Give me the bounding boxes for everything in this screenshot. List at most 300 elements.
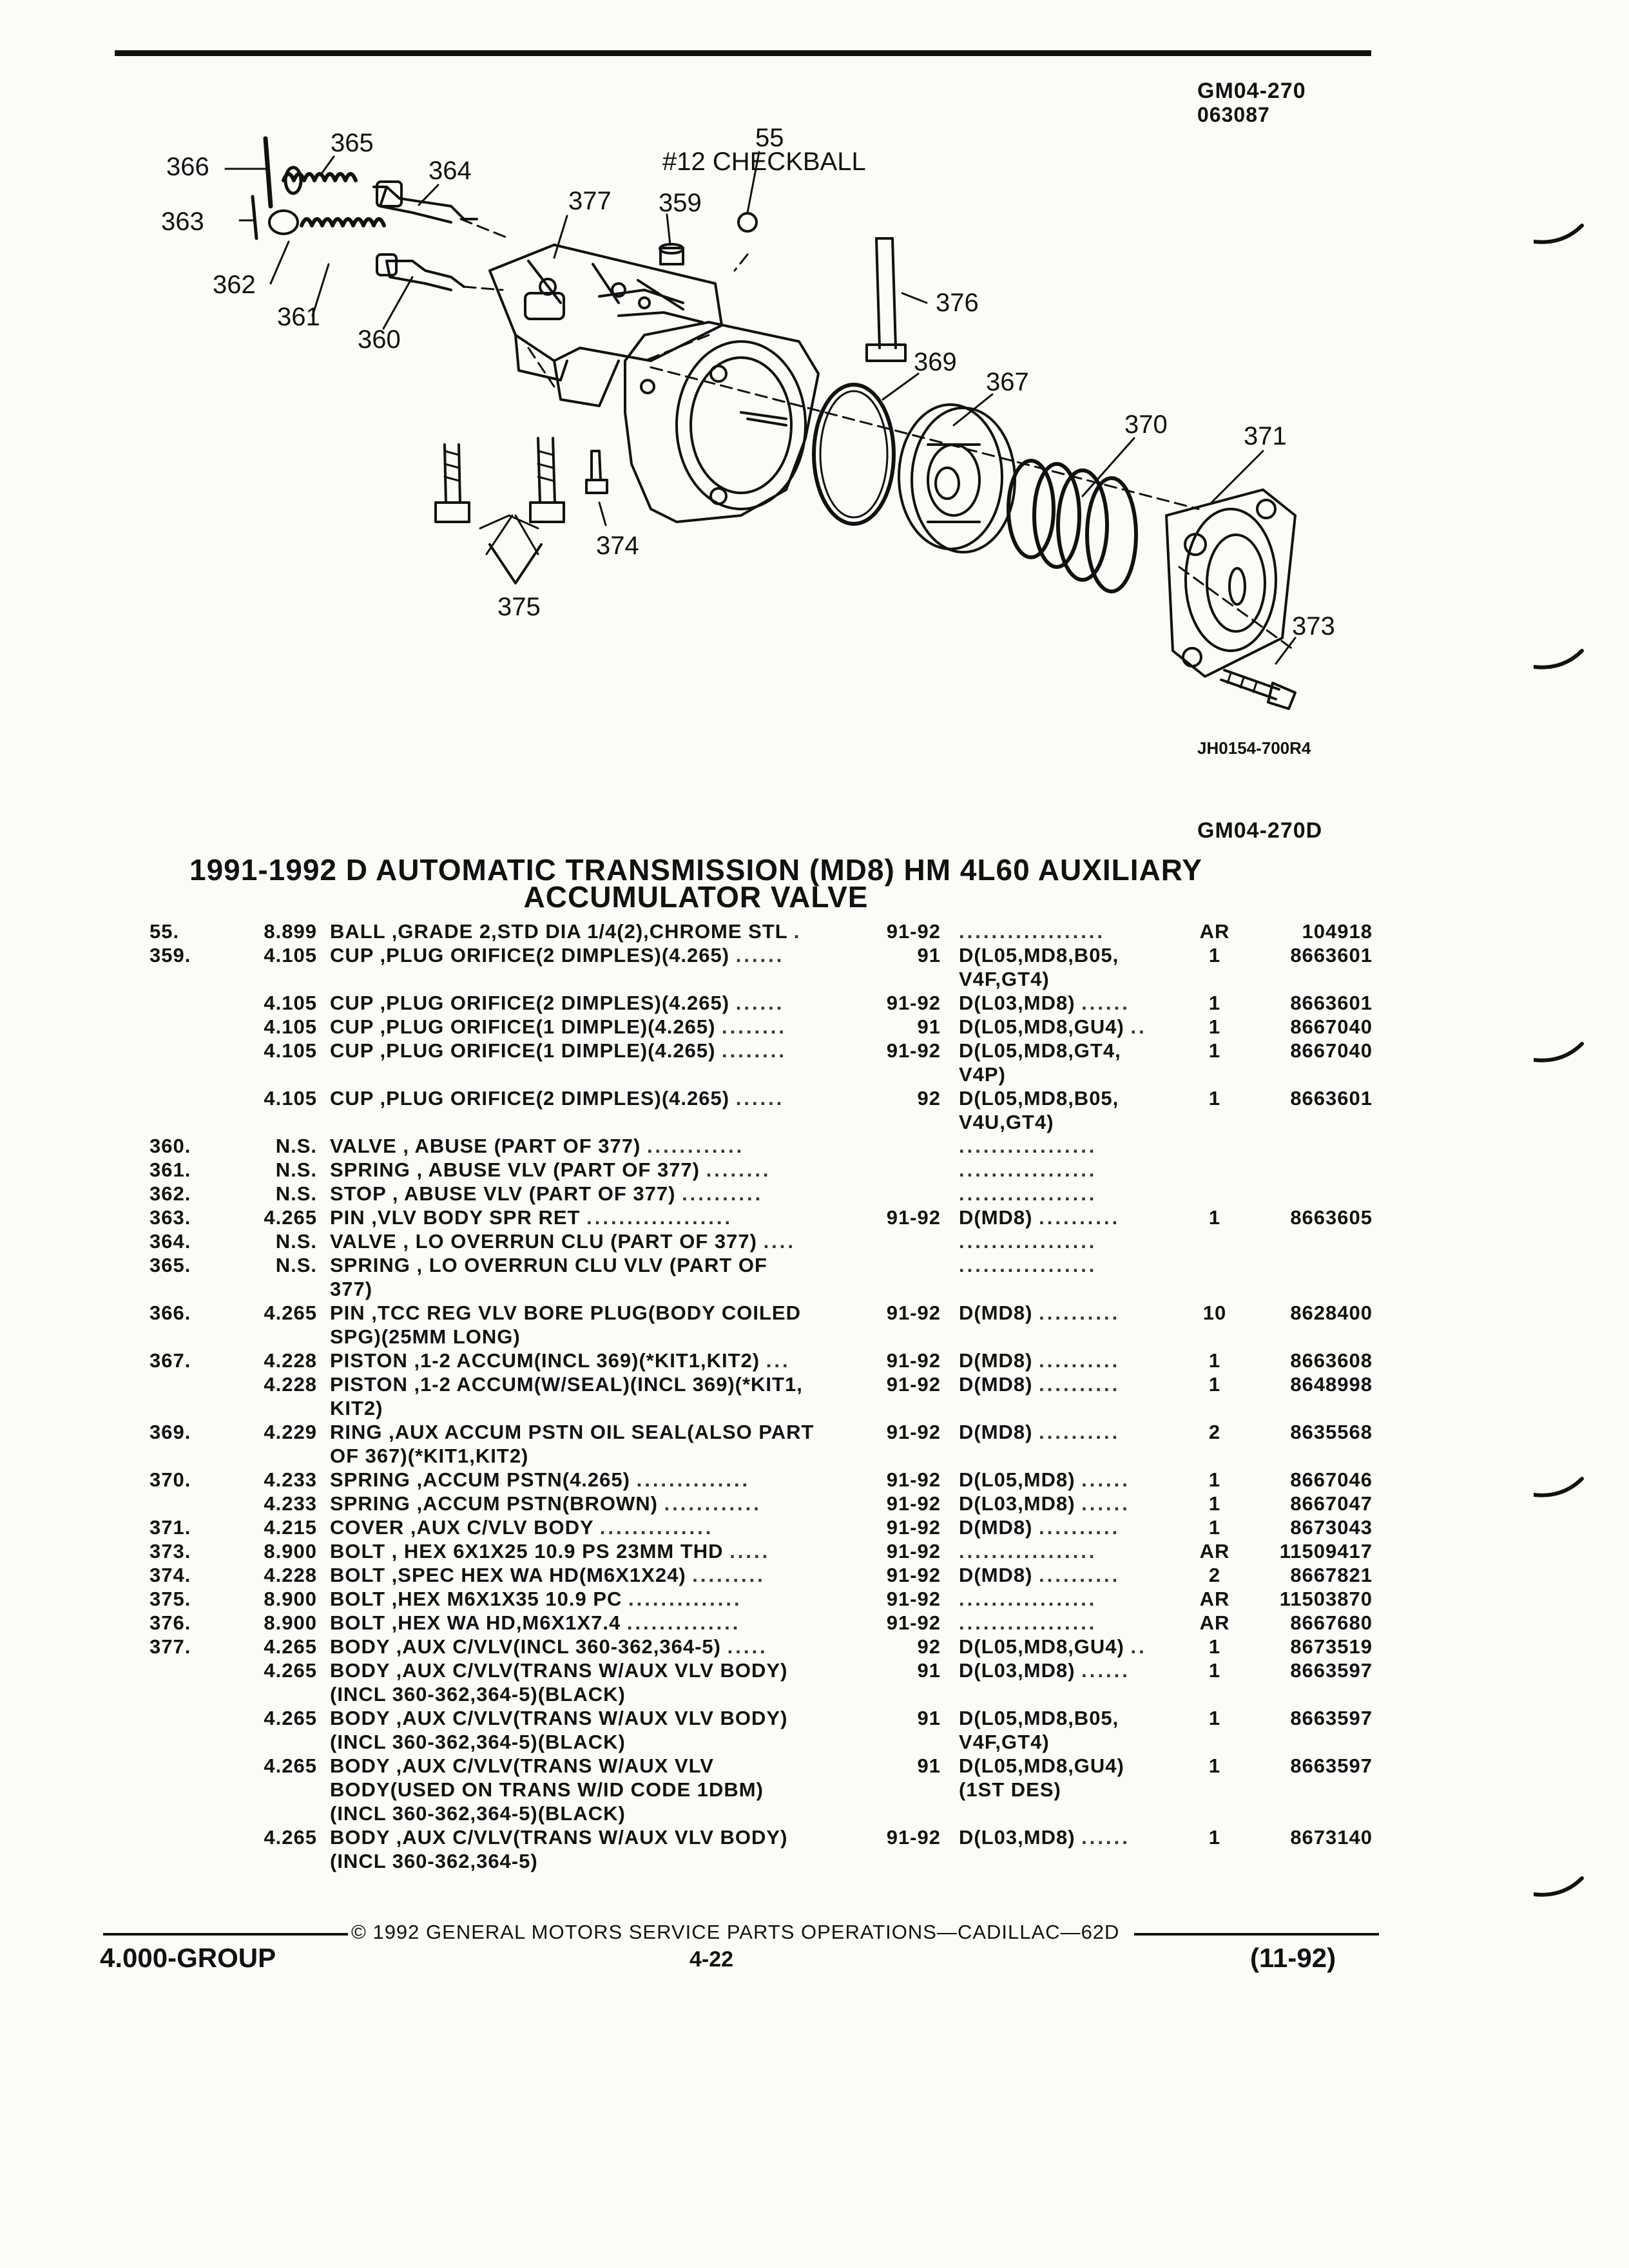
binder-marks (1534, 213, 1585, 1952)
part-description (330, 1516, 713, 1539)
usage-codes (959, 944, 1119, 967)
part-ref (149, 1540, 214, 1563)
table-row (0, 944, 1629, 968)
usage-codes (959, 1254, 1097, 1277)
usage-codes (959, 1492, 1130, 1515)
part-ref-text: 364. (149, 1230, 191, 1253)
table-row (0, 1349, 1629, 1373)
quantity-text: 1 (1208, 1349, 1221, 1372)
part-ref (149, 1158, 214, 1182)
usage-codes (959, 1135, 1097, 1158)
callout-366: 366 (166, 153, 209, 181)
group-number (238, 1421, 317, 1444)
callout-377: 377 (568, 187, 612, 215)
table-row (0, 1397, 1629, 1421)
usage-codes-text: D(MD8) (959, 1564, 1033, 1586)
part-ref (149, 1421, 214, 1444)
group-number (238, 1206, 317, 1229)
callout-375: 375 (497, 593, 541, 621)
usage-codes-text: D(MD8) (959, 1516, 1033, 1539)
part-ref-text: 369. (149, 1421, 191, 1443)
usage-codes-text: D(MD8) (959, 1421, 1033, 1443)
table-row (0, 1421, 1629, 1445)
group-number (238, 1611, 317, 1635)
part-description-text: (INCL 360-362,364-5)(BLACK) (330, 1731, 626, 1753)
group-number (238, 1039, 317, 1062)
part-description (330, 1039, 787, 1062)
group-number (238, 1588, 317, 1611)
usage-codes (959, 1778, 1061, 1802)
usage-leader-dots: .......... (1039, 1564, 1121, 1586)
part-ref-text: 360. (149, 1135, 191, 1157)
group-number-text: 4.105 (264, 1015, 317, 1038)
part-ref-text: 376. (149, 1611, 191, 1634)
group-number (238, 1468, 317, 1492)
callout-363: 363 (161, 207, 204, 236)
group-number (238, 1158, 317, 1182)
group-number-text: 4.265 (264, 1707, 317, 1729)
model-years (870, 1707, 941, 1730)
table-row (0, 1206, 1629, 1230)
part-number (1257, 1206, 1373, 1229)
part-ref-text: 373. (149, 1540, 191, 1562)
model-years-text: 91-92 (886, 1826, 941, 1849)
part-description (330, 1826, 787, 1849)
leader-dots: ......... (692, 1564, 766, 1586)
part-description-text: STOP , ABUSE VLV (PART OF 377) (330, 1182, 676, 1205)
quantity (1186, 1492, 1244, 1515)
part-number (1257, 1659, 1373, 1682)
group-number (238, 1015, 317, 1039)
part-description (330, 1588, 742, 1611)
part-number-text: 8663601 (1290, 944, 1373, 966)
usage-leader-dots: ................. (959, 1254, 1097, 1276)
group-number (238, 944, 317, 967)
usage-leader-dots: .. (1130, 1635, 1147, 1658)
part-number-text: 8667046 (1290, 1468, 1373, 1491)
leader-dots: ........ (722, 1039, 787, 1062)
callout-361: 361 (277, 303, 320, 331)
quantity (1186, 1516, 1244, 1539)
part-ref-text: 375. (149, 1588, 191, 1610)
part-number (1257, 1540, 1373, 1563)
group-number-text: 4.228 (264, 1349, 317, 1372)
group-number (238, 1826, 317, 1849)
usage-codes (959, 1731, 1050, 1754)
part-number-text: 8648998 (1290, 1373, 1373, 1396)
model-years-text: 91-92 (886, 1421, 941, 1443)
table-row (0, 1087, 1629, 1111)
model-years-text: 91-92 (886, 1564, 941, 1586)
group-number-text: 8.899 (264, 920, 317, 943)
model-years-text: 91 (917, 944, 941, 966)
quantity-text: 1 (1208, 1373, 1221, 1396)
part-description-text: RING ,AUX ACCUM PSTN OIL SEAL(ALSO PART (330, 1421, 815, 1443)
model-years-text: 91-92 (886, 1611, 941, 1634)
usage-codes (959, 1015, 1147, 1039)
table-row (0, 920, 1629, 944)
part-description (330, 1540, 770, 1563)
part-number (1257, 1516, 1373, 1539)
callout-360: 360 (358, 325, 401, 354)
quantity-text: AR (1199, 920, 1230, 943)
quantity (1186, 1421, 1244, 1444)
part-ref-text: 370. (149, 1468, 191, 1491)
part-number (1257, 1039, 1373, 1062)
group-number (238, 920, 317, 943)
model-years (870, 920, 941, 943)
usage-codes (959, 1826, 1130, 1849)
usage-codes (959, 1230, 1097, 1253)
model-years-text: 91 (917, 1659, 941, 1682)
group-number (238, 1492, 317, 1515)
model-years-text: 91-92 (886, 1588, 941, 1610)
quantity-text: 1 (1208, 1039, 1221, 1062)
callout-55: 55 (755, 124, 784, 152)
usage-leader-dots: ................. (959, 1135, 1097, 1157)
part-description (330, 920, 802, 943)
table-row (0, 1778, 1629, 1802)
usage-leader-dots: ................. (959, 1230, 1097, 1253)
part-description-text: SPG)(25MM LONG) (330, 1325, 521, 1348)
part-description-text: BOLT ,HEX WA HD,M6X1X7.4 (330, 1611, 621, 1634)
quantity (1186, 1659, 1244, 1682)
part-number-text: 8673043 (1290, 1516, 1373, 1539)
table-row (0, 1063, 1629, 1087)
part-description-text: CUP ,PLUG ORIFICE(2 DIMPLES)(4.265) (330, 992, 730, 1014)
part-number-text: 8663597 (1290, 1659, 1373, 1682)
table-row (0, 1826, 1629, 1850)
part-description (330, 1635, 768, 1658)
part-number (1257, 1611, 1373, 1635)
leader-dots: .................. (586, 1206, 733, 1229)
model-years (870, 1206, 941, 1229)
part-number-text: 8663597 (1290, 1707, 1373, 1729)
part-description (330, 1278, 372, 1301)
part-description-text: CUP ,PLUG ORIFICE(1 DIMPLE)(4.265) (330, 1039, 716, 1062)
model-years (870, 1349, 941, 1372)
part-ref-text: 361. (149, 1158, 191, 1181)
model-years (870, 1039, 941, 1062)
quantity-text: 1 (1208, 1826, 1221, 1849)
part-description-text: PISTON ,1-2 ACCUM(INCL 369)(*KIT1,KIT2) (330, 1349, 760, 1372)
group-number-text: 8.900 (264, 1588, 317, 1610)
table-row (0, 1302, 1629, 1325)
page-code: GM04-270 (1197, 79, 1306, 103)
part-description-text: BODY ,AUX C/VLV(TRANS W/AUX VLV BODY) (330, 1659, 788, 1682)
quantity-text: AR (1199, 1540, 1230, 1562)
part-description-text: (INCL 360-362,364-5)(BLACK) (330, 1802, 626, 1825)
part-number-text: 8663608 (1290, 1349, 1373, 1372)
usage-codes-text: D(L05,MD8,B05, (959, 1707, 1119, 1729)
group-number-text: 4.265 (264, 1754, 317, 1777)
leader-dots: ..... (727, 1635, 768, 1658)
part-number (1257, 1087, 1373, 1110)
table-row (0, 1564, 1629, 1588)
part-ref (149, 1635, 214, 1658)
table-row (0, 1659, 1629, 1683)
model-years (870, 1516, 941, 1539)
part-number (1257, 1707, 1373, 1730)
usage-codes (959, 1468, 1130, 1492)
table-row (0, 1516, 1629, 1540)
usage-leader-dots: ................. (959, 1182, 1097, 1205)
part-ref (149, 1349, 214, 1372)
quantity (1186, 1468, 1244, 1492)
usage-codes-text: D(L05,MD8,B05, (959, 944, 1119, 966)
table-row (0, 1015, 1629, 1039)
part-number (1257, 1302, 1373, 1325)
quantity-text: 1 (1208, 1516, 1221, 1539)
usage-codes (959, 1588, 1097, 1611)
quantity-text: 2 (1208, 1564, 1221, 1586)
part-description (330, 1015, 787, 1039)
part-number-text: 8667680 (1290, 1611, 1373, 1634)
model-years (870, 1564, 941, 1587)
part-number-text: 8673140 (1290, 1826, 1373, 1849)
usage-codes (959, 1754, 1124, 1778)
model-years-text: 91-92 (886, 1373, 941, 1396)
usage-codes-text: D(L03,MD8) (959, 1659, 1075, 1682)
table-row (0, 992, 1629, 1015)
leader-dots: ... (766, 1349, 791, 1372)
part-description (330, 1611, 740, 1635)
usage-leader-dots: .......... (1039, 1421, 1121, 1443)
section-code: GM04-270D (1197, 818, 1323, 843)
callout-374: 374 (596, 532, 639, 560)
usage-codes (959, 920, 1105, 943)
part-number (1257, 1492, 1373, 1515)
part-ref (149, 1564, 214, 1587)
quantity (1186, 1302, 1244, 1325)
table-row (0, 1611, 1629, 1635)
model-years (870, 1468, 941, 1492)
footer-rule-right (1134, 1933, 1379, 1936)
usage-codes-text: D(L05,MD8,GU4) (959, 1635, 1124, 1658)
group-number (238, 1349, 317, 1372)
part-number (1257, 1468, 1373, 1492)
part-description (330, 992, 784, 1015)
callout-367: 367 (986, 368, 1029, 396)
quantity (1186, 1564, 1244, 1587)
parts-table (0, 920, 1629, 1874)
part-description-text: (INCL 360-362,364-5)(BLACK) (330, 1683, 626, 1706)
usage-leader-dots: .......... (1039, 1206, 1121, 1229)
quantity-text: 2 (1208, 1421, 1221, 1443)
usage-codes (959, 992, 1130, 1015)
leader-dots: ............ (646, 1135, 745, 1157)
model-years (870, 1588, 941, 1611)
callout-373: 373 (1292, 612, 1335, 640)
part-description-text: PIN ,VLV BODY SPR RET (330, 1206, 581, 1229)
model-years-text: 91 (917, 1707, 941, 1729)
group-number (238, 1087, 317, 1110)
part-description-text: SPRING ,ACCUM PSTN(4.265) (330, 1468, 630, 1491)
group-number-text: N.S. (275, 1230, 317, 1253)
part-ref (149, 1302, 214, 1325)
group-number (238, 1373, 317, 1396)
callout-376: 376 (936, 289, 979, 317)
table-row (0, 1588, 1629, 1611)
model-years-text: 91-92 (886, 1540, 941, 1562)
quantity (1186, 1754, 1244, 1778)
usage-codes-text: D(L05,MD8,GU4) (959, 1754, 1124, 1777)
part-description (330, 1206, 733, 1229)
group-number-text: 4.265 (264, 1826, 317, 1849)
group-number-text: 4.265 (264, 1206, 317, 1229)
part-description (330, 1492, 762, 1515)
usage-codes (959, 1373, 1120, 1396)
part-description (330, 1349, 791, 1372)
usage-codes (959, 1111, 1054, 1134)
part-description (330, 1397, 383, 1420)
callout-370: 370 (1124, 410, 1168, 439)
part-number (1257, 1349, 1373, 1372)
usage-codes (959, 1087, 1119, 1110)
part-description (330, 1778, 764, 1802)
part-ref (149, 1516, 214, 1539)
part-ref-text: 371. (149, 1516, 191, 1539)
quantity (1186, 920, 1244, 943)
group-number (238, 1635, 317, 1658)
group-number-text: 4.265 (264, 1659, 317, 1682)
quantity-text: 1 (1208, 1492, 1221, 1515)
part-ref-text: 377. (149, 1635, 191, 1658)
group-number-text: 4.265 (264, 1635, 317, 1658)
quantity (1186, 1206, 1244, 1229)
group-number-text: 4.215 (264, 1516, 317, 1539)
model-years (870, 992, 941, 1015)
usage-codes (959, 1659, 1130, 1682)
quantity (1186, 1540, 1244, 1563)
usage-codes-text: (1ST DES) (959, 1778, 1061, 1801)
usage-codes-text: D(MD8) (959, 1206, 1033, 1229)
leader-dots: ..... (729, 1540, 771, 1562)
part-description-text: BODY ,AUX C/VLV(INCL 360-362,364-5) (330, 1635, 721, 1658)
leader-dots: ........ (722, 1015, 787, 1038)
group-number (238, 1302, 317, 1325)
usage-codes-text: D(MD8) (959, 1349, 1033, 1372)
group-number-text: N.S. (275, 1254, 317, 1276)
group-number (238, 1564, 317, 1587)
group-number (238, 1516, 317, 1539)
table-row (0, 1850, 1629, 1874)
part-number-text: 8667040 (1290, 1039, 1373, 1062)
callout-371: 371 (1244, 422, 1287, 450)
model-years (870, 1373, 941, 1396)
part-description (330, 1135, 744, 1158)
quantity (1186, 1635, 1244, 1658)
quantity-text: 1 (1208, 1015, 1221, 1038)
model-years-text: 92 (917, 1087, 941, 1110)
footer-page-number: 4-22 (689, 1947, 734, 1972)
part-description (330, 1158, 771, 1182)
part-description-text: VALVE , LO OVERRUN CLU (PART OF 377) (330, 1230, 757, 1253)
leader-dots: ........ (706, 1158, 771, 1181)
part-number-text: 8635568 (1290, 1421, 1373, 1443)
group-number-text: 4.265 (264, 1302, 317, 1324)
usage-leader-dots: ................. (959, 1588, 1097, 1610)
part-description-text: COVER ,AUX C/VLV BODY (330, 1516, 594, 1539)
table-row (0, 1683, 1629, 1707)
part-description-text: BODY(USED ON TRANS W/ID CODE 1DBM) (330, 1778, 764, 1801)
exploded-parts-diagram (0, 0, 1629, 838)
part-ref-text: 366. (149, 1302, 191, 1324)
part-description (330, 1373, 803, 1396)
usage-leader-dots: .......... (1039, 1302, 1121, 1324)
part-description-text: SPRING ,ACCUM PSTN(BROWN) (330, 1492, 658, 1515)
model-years-text: 91 (917, 1015, 941, 1038)
group-number (238, 1182, 317, 1206)
part-description (330, 1754, 714, 1778)
table-row (0, 1445, 1629, 1468)
group-number-text: 4.233 (264, 1492, 317, 1515)
part-number-text: 8628400 (1290, 1302, 1373, 1324)
usage-leader-dots: ...... (1081, 1492, 1130, 1515)
part-ref (149, 1182, 214, 1206)
part-number-text: 11509417 (1279, 1540, 1373, 1562)
usage-codes-text: D(L05,MD8,GU4) (959, 1015, 1124, 1038)
leader-dots: ...... (735, 1087, 785, 1110)
table-row (0, 1325, 1629, 1349)
part-ref (149, 1135, 214, 1158)
quantity (1186, 992, 1244, 1015)
group-number (238, 1135, 317, 1158)
part-number (1257, 992, 1373, 1015)
model-years (870, 1611, 941, 1635)
part-description (330, 1254, 767, 1277)
callout-365: 365 (331, 129, 374, 157)
part-ref-text: 55. (149, 920, 180, 943)
part-number (1257, 1373, 1373, 1396)
part-ref (149, 1230, 214, 1253)
model-years (870, 1492, 941, 1515)
usage-codes (959, 1635, 1147, 1658)
part-number (1257, 1826, 1373, 1849)
table-row (0, 1278, 1629, 1302)
table-row (0, 1373, 1629, 1397)
quantity (1186, 1373, 1244, 1396)
usage-codes (959, 1540, 1097, 1563)
group-number-text: 4.105 (264, 1039, 317, 1062)
group-number (238, 1754, 317, 1778)
part-description-text: OF 367)(*KIT1,KIT2) (330, 1445, 529, 1467)
usage-leader-dots: .......... (1039, 1373, 1121, 1396)
footer-date: (11-92) (1250, 1943, 1336, 1973)
part-number (1257, 1754, 1373, 1778)
part-description (330, 1707, 787, 1730)
usage-leader-dots: ................. (959, 1540, 1097, 1562)
usage-codes (959, 1039, 1121, 1062)
usage-codes (959, 968, 1050, 991)
part-description (330, 1564, 766, 1587)
model-years-text: 91 (917, 1754, 941, 1777)
model-years (870, 1421, 941, 1444)
quantity (1186, 1611, 1244, 1635)
usage-codes-text: D(L05,MD8,GT4, (959, 1039, 1121, 1062)
callout-359: 359 (659, 189, 702, 217)
part-number-text: 11503870 (1279, 1588, 1373, 1610)
part-ref-text: 367. (149, 1349, 191, 1372)
model-years (870, 1087, 941, 1110)
usage-leader-dots: .................. (959, 920, 1106, 943)
quantity (1186, 1015, 1244, 1039)
leader-dots: .............. (628, 1588, 742, 1610)
quantity-text: 1 (1208, 1468, 1221, 1491)
leader-dots: .............. (599, 1516, 714, 1539)
part-number-text: 104918 (1302, 920, 1373, 943)
part-description (330, 1302, 801, 1325)
